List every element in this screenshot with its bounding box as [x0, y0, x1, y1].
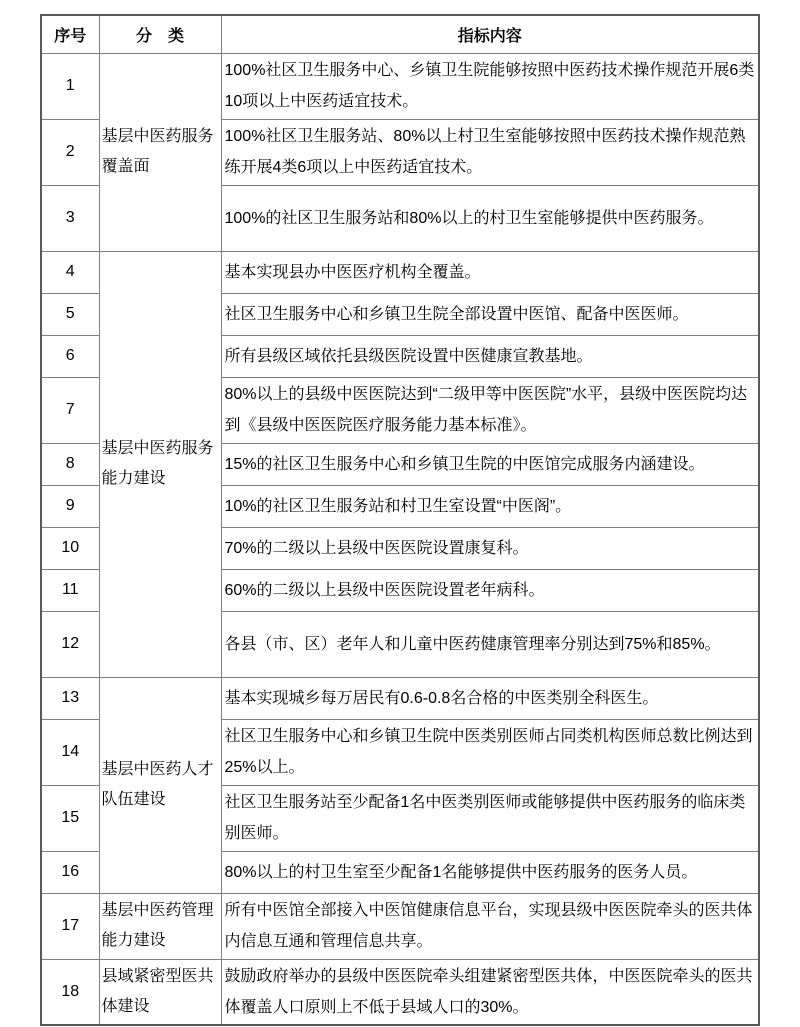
row-number: 10 [41, 527, 99, 569]
column-header-category: 分 类 [99, 15, 221, 53]
row-number: 17 [41, 893, 99, 959]
indicator-content: 80%以上的县级中医医院达到“二级甲等中医医院”水平，县级中医医院均达到《县级中医医院医疗服务能力基本标准》。 [221, 377, 759, 443]
indicator-content: 所有中医馆全部接入中医馆健康信息平台，实现县级中医医院牵头的医共体内信息互通和管理信息共享。 [221, 893, 759, 959]
category-cell: 基层中医药人才队伍建设 [99, 677, 221, 893]
indicator-content: 社区卫生服务中心和乡镇卫生院中医类别医师占同类机构医师总数比例达到25%以上。 [221, 719, 759, 785]
row-number: 8 [41, 443, 99, 485]
row-number: 11 [41, 569, 99, 611]
indicator-content: 100%社区卫生服务中心、乡镇卫生院能够按照中医药技术操作规范开展6类10项以上中医药适宜技术。 [221, 53, 759, 119]
row-number: 13 [41, 677, 99, 719]
row-number: 12 [41, 611, 99, 677]
header-row [41, 15, 759, 53]
table-row [41, 53, 759, 119]
row-number: 2 [41, 119, 99, 185]
table-row [41, 677, 759, 719]
indicator-content: 基本实现县办中医医疗机构全覆盖。 [221, 251, 759, 293]
row-number: 18 [41, 959, 99, 1025]
category-cell: 基层中医药服务能力建设 [99, 251, 221, 677]
row-number: 5 [41, 293, 99, 335]
indicator-content: 100%的社区卫生服务站和80%以上的村卫生室能够提供中医药服务。 [221, 185, 759, 251]
table-row [41, 893, 759, 959]
table-row [41, 251, 759, 293]
category-cell: 县域紧密型医共体建设 [99, 959, 221, 1025]
row-number: 3 [41, 185, 99, 251]
indicator-content: 10%的社区卫生服务站和村卫生室设置“中医阁”。 [221, 485, 759, 527]
row-number: 15 [41, 785, 99, 851]
row-number: 9 [41, 485, 99, 527]
indicator-table [40, 14, 760, 1026]
row-number: 1 [41, 53, 99, 119]
indicator-content: 社区卫生服务中心和乡镇卫生院全部设置中医馆、配备中医医师。 [221, 293, 759, 335]
table-body [41, 53, 759, 1025]
indicator-content: 社区卫生服务站至少配备1名中医类别医师或能够提供中医药服务的临床类别医师。 [221, 785, 759, 851]
row-number: 7 [41, 377, 99, 443]
indicator-content: 60%的二级以上县级中医医院设置老年病科。 [221, 569, 759, 611]
indicator-content: 100%社区卫生服务站、80%以上村卫生室能够按照中医药技术操作规范熟练开展4类6项以上中医药适宜技术。 [221, 119, 759, 185]
indicator-content: 80%以上的村卫生室至少配备1名能够提供中医药服务的医务人员。 [221, 851, 759, 893]
indicator-content: 基本实现城乡每万居民有0.6-0.8名合格的中医类别全科医生。 [221, 677, 759, 719]
row-number: 16 [41, 851, 99, 893]
indicator-content: 各县（市、区）老年人和儿童中医药健康管理率分别达到75%和85%。 [221, 611, 759, 677]
indicator-content: 15%的社区卫生服务中心和乡镇卫生院的中医馆完成服务内涵建设。 [221, 443, 759, 485]
column-header-content: 指标内容 [221, 15, 759, 53]
row-number: 4 [41, 251, 99, 293]
table-header [41, 15, 759, 53]
row-number: 6 [41, 335, 99, 377]
category-cell: 基层中医药服务覆盖面 [99, 53, 221, 251]
indicator-content: 鼓励政府举办的县级中医医院牵头组建紧密型医共体，中医医院牵头的医共体覆盖人口原则上不低于县域人口的30%。 [221, 959, 759, 1025]
indicator-content: 70%的二级以上县级中医医院设置康复科。 [221, 527, 759, 569]
row-number: 14 [41, 719, 99, 785]
table-row [41, 959, 759, 1025]
indicator-content: 所有县级区域依托县级医院设置中医健康宣教基地。 [221, 335, 759, 377]
category-cell: 基层中医药管理能力建设 [99, 893, 221, 959]
column-header-no: 序号 [41, 15, 99, 53]
